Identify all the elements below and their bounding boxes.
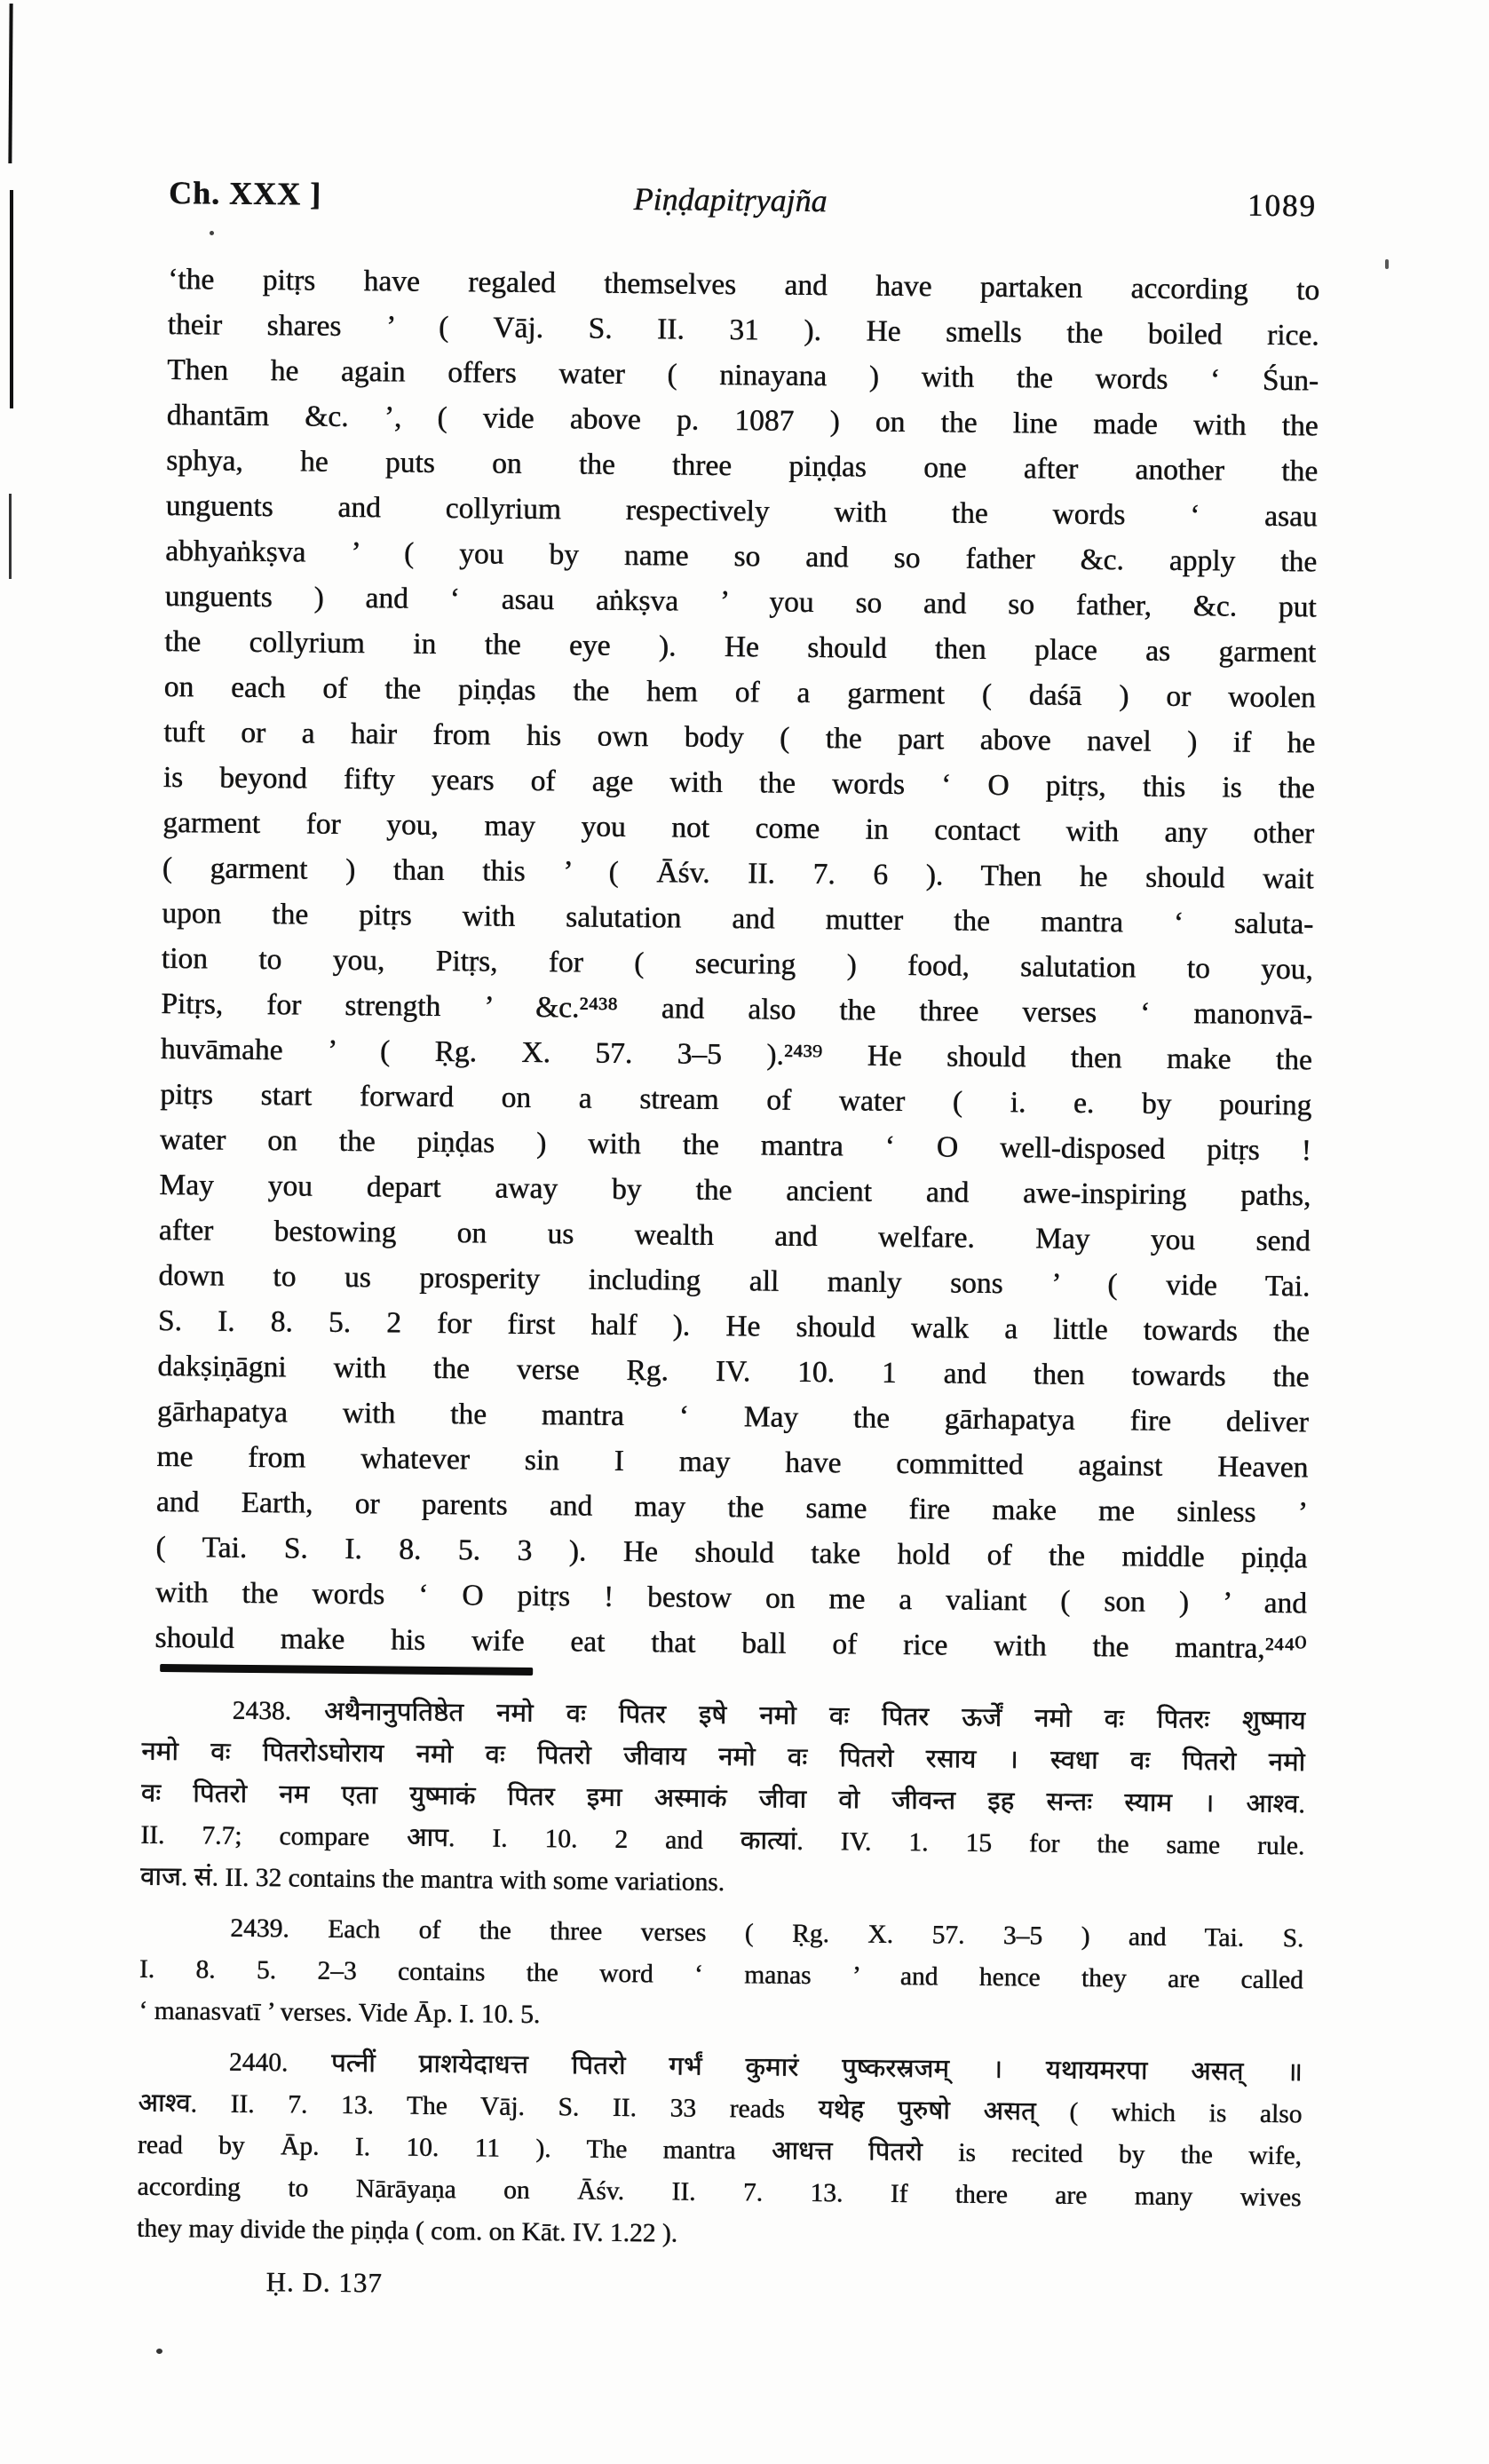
- body-line: Pitṛs, for strength ’ &c.²⁴³⁸ and also the three verses ‘ manonvā-: [161, 986, 1313, 1032]
- body-line: sphya, he puts on the three piṇḍas one after another the: [166, 443, 1319, 488]
- body-line: unguents and collyrium respectively with the words ‘ asau: [165, 488, 1318, 534]
- footnote-line: they may divide the piṇḍa ( com. on Kāt. IV. 1.22 ).: [136, 2214, 678, 2248]
- body-line: dhantām &c. ’, ( vide above p. 1087 ) on the line made with the: [166, 398, 1319, 443]
- body-line: dakṣiṇāgni with the verse Ṛg. IV. 10. 1 and then towards the: [157, 1349, 1310, 1394]
- footnote-line: read by Āp. I. 10. 11 ). The mantra आधत्त पितरो is recited by the wife,: [137, 2130, 1303, 2171]
- footnote-line: 2440. पत्नीं प्राशयेदाधत्त पितरो गर्भं कुमारं पुष्करस्रजम् । यथायमरपा असत् ॥: [228, 2048, 1303, 2088]
- body-line: their shares ’ ( Vāj. S. II. 31 ). He smells the boiled rice.: [167, 307, 1319, 353]
- body-line: upon the pitṛs with salutation and mutter the mantra ‘ saluta-: [162, 896, 1314, 941]
- body-line: and Earth, or parents and may the same fire make me sinless ’: [155, 1485, 1309, 1530]
- footnote-line: वः पितरो नम एता युष्माकं पितर इमा अस्माकं जीवा वो जीवन्त इह सन्तः स्याम । आश्व.: [140, 1779, 1305, 1819]
- footnote: [137, 2041, 1303, 2262]
- footnote-line: ‘ manasvatī ’ verses. Vide Āp. I. 10. 5.: [139, 1996, 541, 2030]
- body-line: ( garment ) than this ’ ( Āśv. II. 7. 6 ). Then he should wait: [162, 851, 1314, 896]
- footnote-line: आश्व. II. 7. 13. The Vāj. S. II. 33 reads यथेह पुरुषो असत् ( which is also: [138, 2088, 1303, 2129]
- footnote-line: II. 7.7; compare आप. I. 10. 2 and कात्यां. IV. 1. 15 for the same rule.: [140, 1820, 1305, 1861]
- running-header: [169, 172, 1320, 233]
- body-line: water on the piṇḍas ) with the mantra ‘ O well-disposed pitṛs !: [159, 1122, 1312, 1168]
- body-line: tuft or a hair from his own body ( the part above navel ) if he: [163, 715, 1316, 760]
- body-line: after bestowing on us wealth and welfare. May you send: [158, 1213, 1311, 1258]
- footnote-line: according to Nārāyaṇa on Āśv. II. 7. 13. If there are many wives: [137, 2172, 1302, 2213]
- body-line: unguents ) and ‘ asau aṅkṣva ’ you so and so father, &c. put: [164, 579, 1317, 624]
- body-line: me from whatever sin I may have committed against Heaven: [156, 1439, 1309, 1485]
- footnote-line: नमो वः पितरोऽघोराय नमो वः पितरो जीवाय नमो वः पितरो रसाय । स्वधा वः पितरो नमो: [141, 1737, 1306, 1778]
- footnote-line: वाज. सं. II. 32 contains the mantra with some variations.: [139, 1862, 725, 1898]
- body-line: the collyrium in the eye ). He should then place as garment: [164, 624, 1317, 669]
- body-line: should make his wife eat that ball of rice with the mantra,²⁴⁴⁰: [154, 1620, 1307, 1666]
- body-line: gārhapatya with the mantra ‘ May the gārhapatya fire deliver: [156, 1394, 1310, 1439]
- body-line: tion to you, Pitṛs, for ( securing ) food, salutation to you,: [161, 941, 1313, 986]
- main-text: [154, 257, 1319, 1671]
- footnote-line: I. 8. 5. 2–3 contains the word ‘ manas ’ and hence they are called: [139, 1954, 1304, 1995]
- page-title: Piṇḍapitṛyajña: [633, 181, 828, 219]
- body-line: on each of the piṇḍas the hem of a garment ( daśā ) or woolen: [163, 669, 1316, 715]
- body-line: is beyond fifty years of age with the words ‘ O pitṛs, this is the: [162, 760, 1315, 805]
- body-line: huvāmahe ’ ( Ṛg. X. 57. 3–5 ).²⁴³⁹ He should then make the: [160, 1032, 1312, 1077]
- chapter-label: Ch. XXX ]: [168, 175, 322, 212]
- body-line: Then he again offers water ( ninayana ) with the words ‘ Śun-: [167, 353, 1319, 398]
- body-line: May you depart away by the ancient and awe-inspiring paths,: [159, 1168, 1311, 1213]
- body-line: ‘the pitṛs have regaled themselves and have partaken according to: [168, 262, 1320, 307]
- footnote-line: 2439. Each of the three verses ( Ṛg. X. 57. 3–5 ) and Tai. S.: [230, 1913, 1304, 1953]
- page-footer: Ḥ. D. 137: [265, 2266, 383, 2299]
- footnote: [139, 1907, 1303, 2044]
- body-line: down to us prosperity including all manly sons ’ ( vide Tai.: [158, 1258, 1311, 1303]
- footnotes: [137, 1690, 1306, 2270]
- footnote-rule: [160, 1664, 533, 1676]
- body-line: abhyaṅkṣva ’ ( you by name so and so father &c. apply the: [165, 534, 1318, 579]
- body-line: ( Tai. S. I. 8. 5. 3 ). He should take hold of the middle piṇḍa: [155, 1530, 1308, 1575]
- body-line: with the words ‘ O pitṛs ! bestow on me a valiant ( son ) ’ and: [154, 1575, 1308, 1620]
- body-line: pitṛs start forward on a stream of water ( i. e. by pouring: [160, 1077, 1312, 1122]
- body-line: S. I. 8. 5. 2 for first half ). He should walk a little towards the: [157, 1303, 1311, 1349]
- body-line: garment for you, may you not come in contact with any other: [162, 805, 1315, 851]
- page-number: 1089: [1247, 187, 1318, 224]
- footnote-line: 2438. अथैनानुपतिष्ठेत नमो वः पितर इषे नमो वः पितर ऊर्जें नमो वः पितरः शुष्माय: [232, 1696, 1306, 1736]
- footnote: [140, 1690, 1306, 1910]
